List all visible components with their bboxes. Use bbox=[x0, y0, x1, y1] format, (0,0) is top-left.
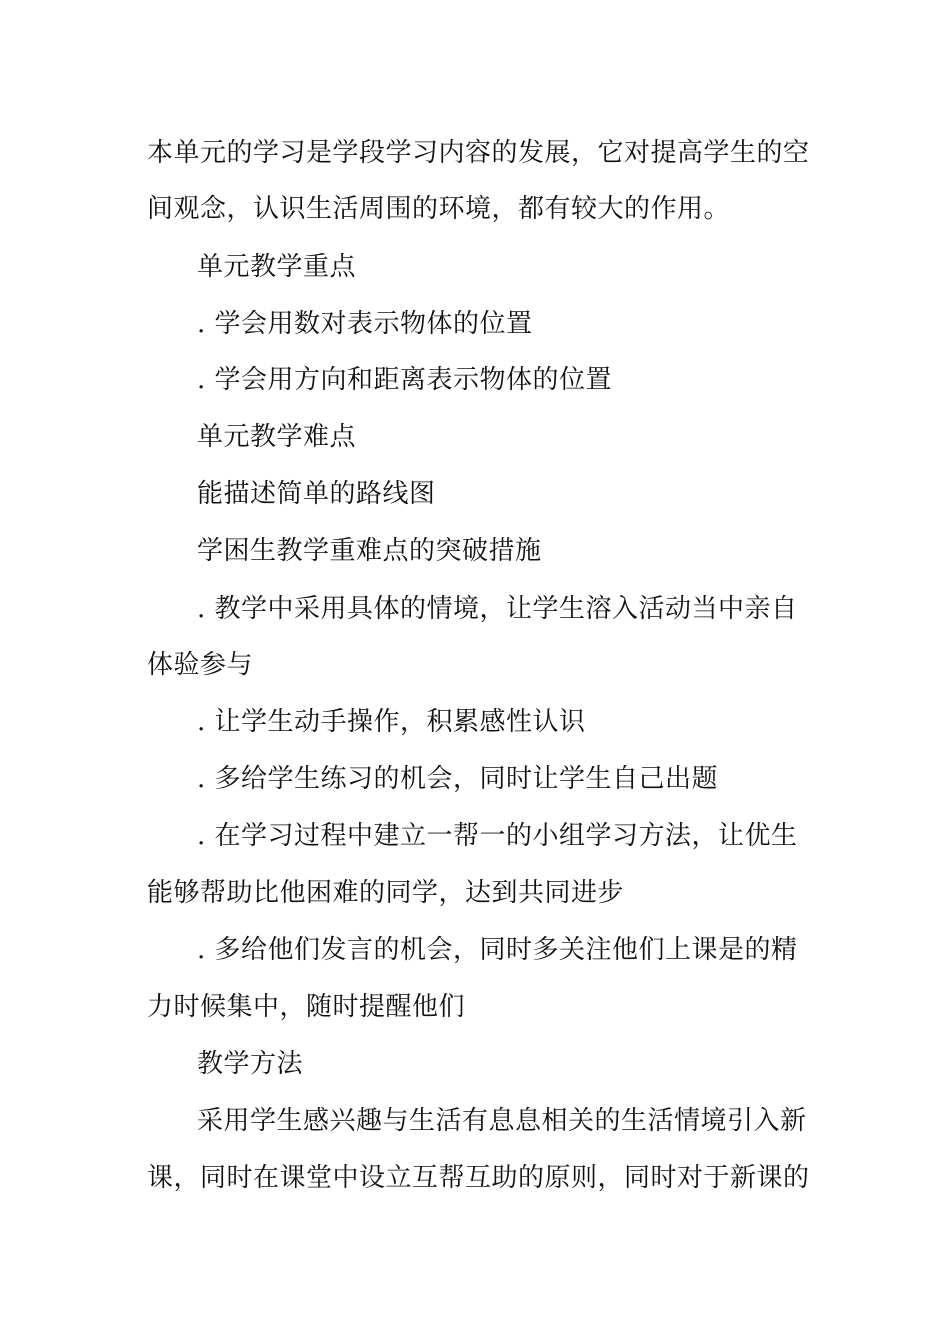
measure-item-5-line-1: . 多给他们发言的机会，同时多关注他们上课是的精 bbox=[197, 935, 798, 965]
measure-item-4-line-1: . 在学习过程中建立一帮一的小组学习方法，让优生 bbox=[197, 821, 798, 851]
method-paragraph-line-1: 采用学生感兴趣与生活有息息相关的生活情境引入新 bbox=[197, 1106, 807, 1136]
heading-teaching-difficulty: 单元教学难点 bbox=[197, 422, 357, 452]
measure-item-1-line-2: 体验参与 bbox=[147, 650, 254, 680]
measure-item-4-line-2: 能够帮助比他困难的同学，达到共同进步 bbox=[147, 878, 625, 908]
measure-item-1-line-1: . 教学中采用具体的情境，让学生溶入活动当中亲自 bbox=[197, 594, 798, 624]
focus-item-1: . 学会用数对表示物体的位置 bbox=[197, 309, 533, 339]
heading-teaching-focus: 单元教学重点 bbox=[197, 252, 357, 282]
difficulty-item: 能描述简单的路线图 bbox=[197, 479, 436, 509]
measure-item-2: . 让学生动手操作，积累感性认识 bbox=[197, 707, 586, 737]
heading-struggling-students: 学困生教学重难点的突破措施 bbox=[197, 536, 542, 566]
paragraph-intro-line-1: 本单元的学习是学段学习内容的发展，它对提高学生的空 bbox=[147, 138, 810, 168]
measure-item-3: . 多给学生练习的机会，同时让学生自己出题 bbox=[197, 764, 719, 794]
paragraph-intro-line-2: 间观念，认识生活周围的环境，都有较大的作用。 bbox=[147, 194, 731, 224]
method-paragraph-line-2: 课，同时在课堂中设立互帮互助的原则，同时对于新课的 bbox=[147, 1163, 810, 1193]
heading-teaching-method: 教学方法 bbox=[197, 1049, 304, 1079]
focus-item-2: . 学会用方向和距离表示物体的位置 bbox=[197, 365, 613, 395]
measure-item-5-line-2: 力时候集中，随时提醒他们 bbox=[147, 992, 466, 1022]
